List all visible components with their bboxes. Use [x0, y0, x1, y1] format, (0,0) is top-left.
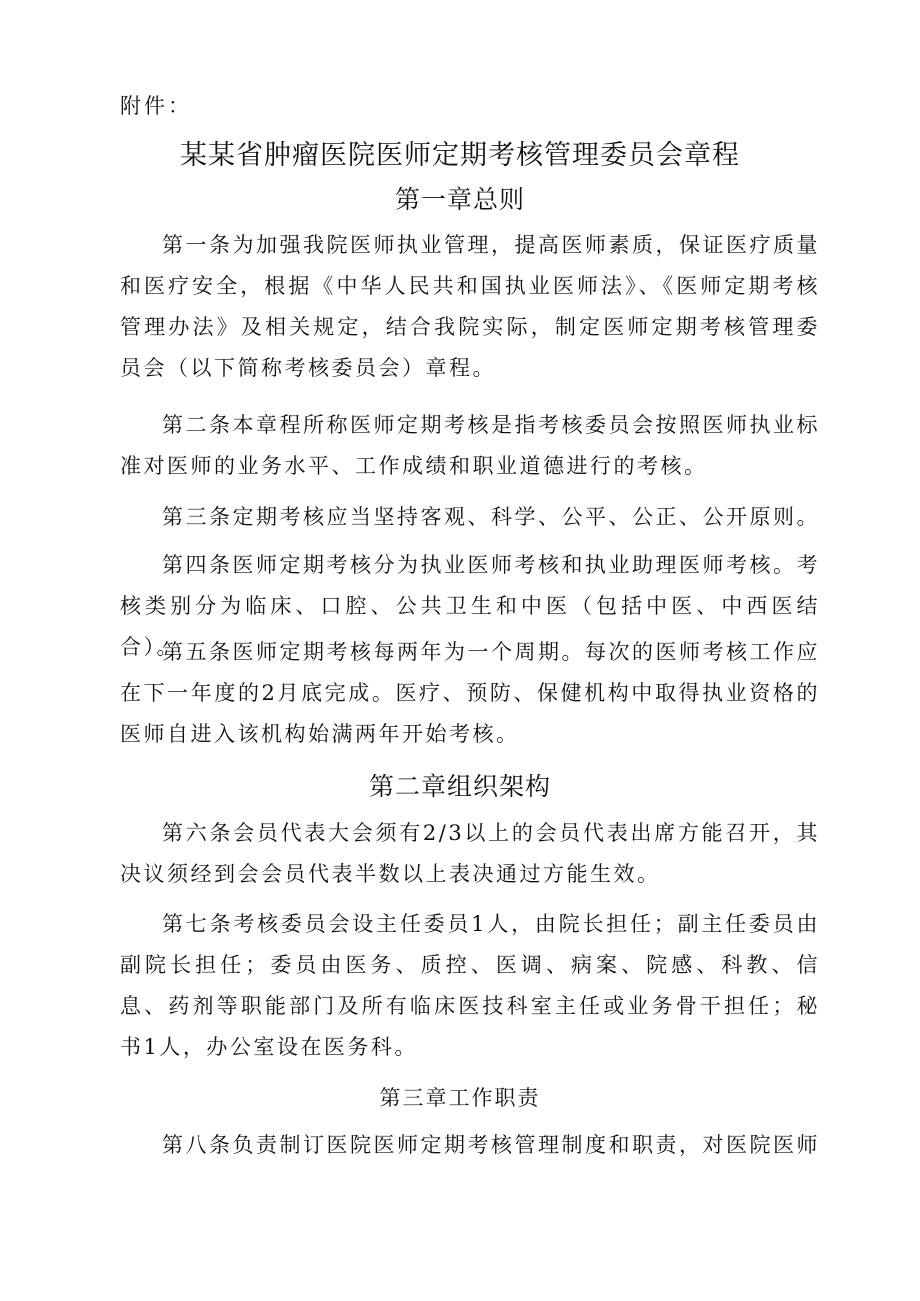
chapter-heading-1: 第一章总则 — [394, 185, 525, 214]
article-5: 第五条医师定期考核每两年为一个周期。每次的医师考核工作应在下一年度的2月底完成。医疗、预防、保健机构中取得执业资格的医师自进入该机构始满两年开始考核。 — [120, 640, 820, 746]
article-8: 第八条负责制订医院医师定期考核管理制度和职责，对医院医师 — [162, 1133, 820, 1157]
document-title: 某某省肿瘤医院医师定期考核管理委员会章程 — [180, 140, 740, 171]
article-3: 第三条定期考核应当坚持客观、科学、公平、公正、公开原则。 — [162, 505, 820, 529]
chapter-heading-3: 第三章工作职责 — [379, 1086, 541, 1110]
article-7: 第七条考核委员会设主任委员1人，由院长担任；副主任委员由副院长担任；委员由医务、质控、医调、病案、院感、科教、信息、药剂等职能部门及所有临床医技科室主任或业务骨干担任；秘书1人，办公室设在医务科。 — [120, 912, 820, 1059]
article-2: 第二条本章程所称医师定期考核是指考核委员会按照医师执业标准对医师的业务水平、工作成绩和职业道德进行的考核。 — [120, 413, 820, 478]
article-4: 第四条医师定期考核分为执业医师考核和执业助理医师考核。考核类别分为临床、口腔、公共卫生和中医（包括中医、中西医结合）。 — [120, 553, 820, 659]
article-1: 第一条为加强我院医师执业管理，提高医师素质，保证医疗质量和医疗安全，根据《中华人民共和国执业医师法》、《医师定期考核管理办法》及相关规定，结合我院实际，制定医师定期考核管理委员会（以下简称考核委员会）章程。 — [120, 233, 820, 380]
article-6: 第六条会员代表大会须有2/3以上的会员代表出席方能召开，其决议须经到会会员代表半数以上表决通过方能生效。 — [120, 821, 820, 886]
attachment-label: 附件： — [120, 94, 192, 118]
chapter-heading-2: 第二章组织架构 — [368, 772, 551, 801]
